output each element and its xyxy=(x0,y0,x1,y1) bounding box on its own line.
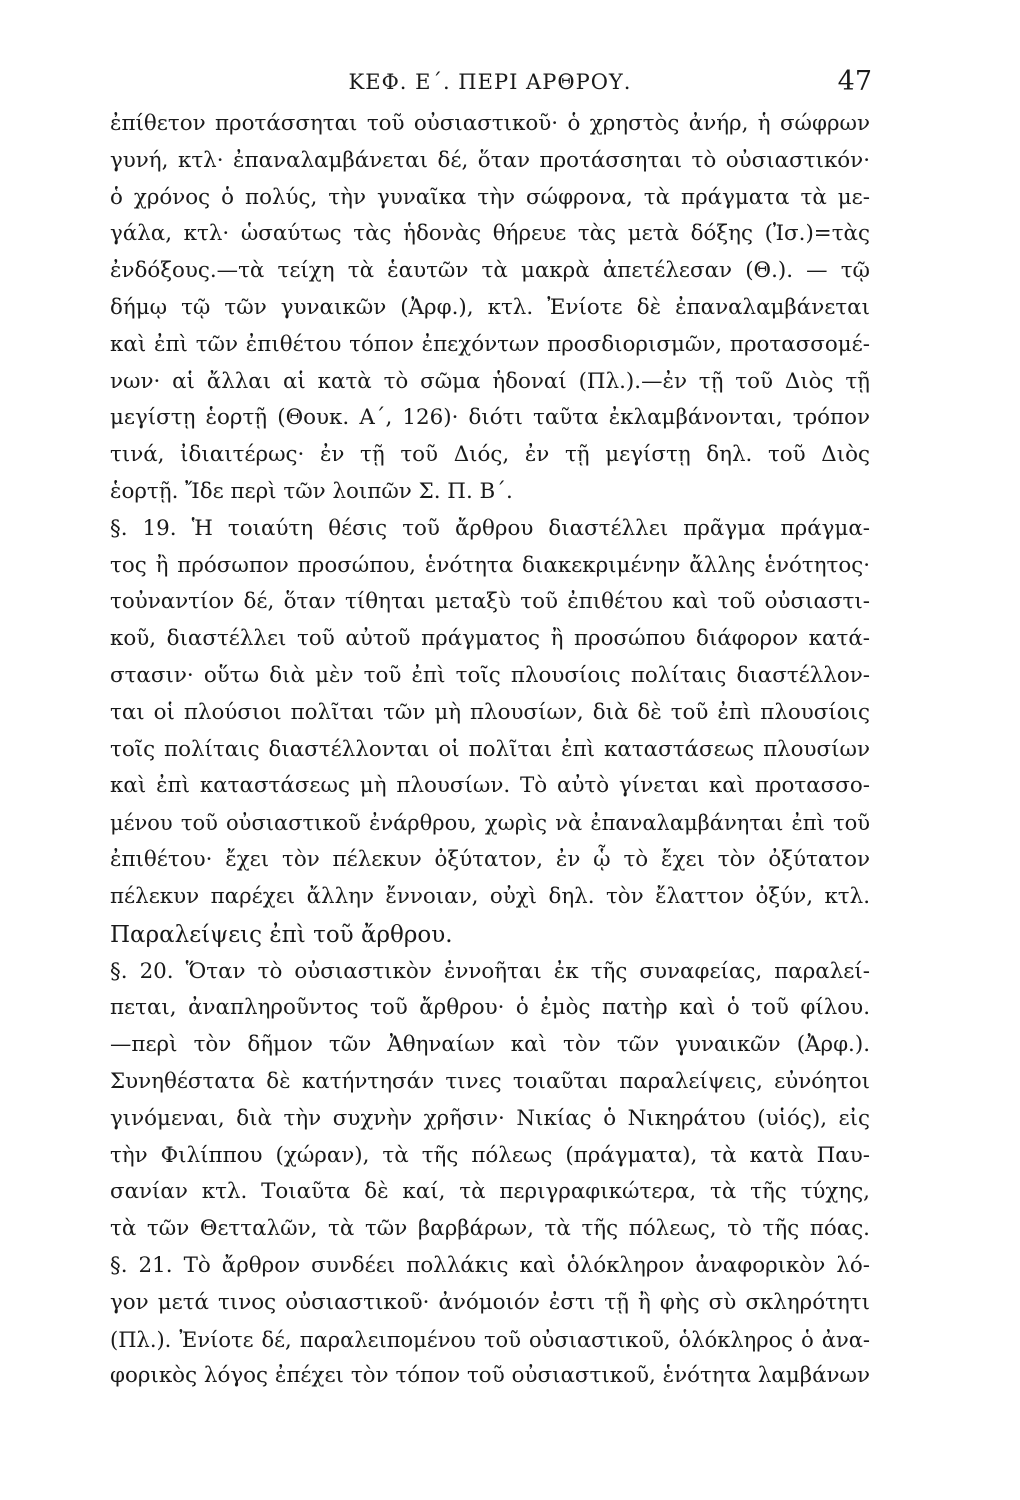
text-line: γάλα, κτλ· ὡσαύτως τὰς ἡδονὰς θήρευε τὰς μετὰ δόξης (Ἰσ.)=τὰς xyxy=(110,221,870,247)
text-block-part1 xyxy=(110,106,870,916)
text-line: Συνηθέστατα δὲ κατήντησάν τινες τοιαῦται παραλείψεις, εὐνόητοι xyxy=(110,1068,870,1094)
text-line: μεγίστῃ ἑορτῇ (Θουκ. Α΄, 126)· διότι ταῦτα ἐκλαμβάνονται, τρόπον xyxy=(110,405,870,431)
text-line: στασιν· οὕτω διὰ μὲν τοῦ ἐπὶ τοῖς πλουσίοις πολίταις διαστέλλον- xyxy=(110,662,870,688)
text-line: τὰ τῶν Θετταλῶν, τὰ τῶν βαρβάρων, τὰ τῆς πόλεως, τὸ τῆς πόας. xyxy=(110,1216,870,1242)
text-line: δήμῳ τῷ τῶν γυναικῶν (Ἀρφ.), κτλ. Ἐνίοτε δὲ ἐπαναλαμβάνεται xyxy=(110,294,870,320)
text-line: καὶ ἐπὶ τῶν ἐπιθέτου τόπον ἐπεχόντων προσδιορισμῶν, προτασσομέ- xyxy=(110,331,870,357)
section-heading: Παραλείψεις ἐπὶ τοῦ ἄρθρου. xyxy=(110,921,453,948)
text-line: ἐπίθετον προτάσσηται τοῦ οὐσιαστικοῦ· ὁ χρηστὸς ἀνήρ, ἡ σώφρων xyxy=(110,111,870,136)
text-line: ται οἱ πλούσιοι πολῖται τῶν μὴ πλουσίων, διὰ δὲ τοῦ ἐπὶ πλουσίοις xyxy=(110,699,870,725)
text-line: τος ἢ πρόσωπον προσώπου, ἑνότητα διακεκριμένην ἄλλης ἑνότητος· xyxy=(110,552,870,578)
text-line: φορικὸς λόγος ἐπέχει τὸν τόπον τοῦ οὐσιαστικοῦ, ἑνότητα λαμβάνων xyxy=(110,1363,870,1389)
text-line: σανίαν κτλ. Τοιαῦτα δὲ καί, τὰ περιγραφικώτερα, τὰ τῆς τύχης, xyxy=(110,1179,870,1205)
text-line: πεται, ἀναπληροῦντος τοῦ ἄρθρου· ὁ ἐμὸς πατὴρ καὶ ὁ τοῦ φίλου. xyxy=(110,995,870,1021)
running-title: ΚΕΦ. Ε΄. ΠΕΡΙ ΑΡΘΡΟΥ. xyxy=(348,70,632,94)
text-line: τινά, ἰδιαιτέρως· ἐν τῇ τοῦ Διός, ἐν τῇ μεγίστῃ δηλ. τοῦ Διὸς xyxy=(110,442,870,468)
text-line: πέλεκυν παρέχει ἄλλην ἔννοιαν, οὐχὶ δηλ. τὸν ἔλαττον ὀξύν, κτλ. xyxy=(110,883,870,909)
text-line: §. 19. Ἡ τοιαύτη θέσις τοῦ ἄρθρου διαστέλλει πρᾶγμα πράγμα- xyxy=(110,515,870,541)
text-line: ὁ χρόνος ὁ πολύς, τὴν γυναῖκα τὴν σώφρονα, τὰ πράγματα τὰ με- xyxy=(110,184,870,210)
text-block-part2 xyxy=(110,954,870,1396)
text-line: τὴν Φιλίππου (χώραν), τὰ τῆς πόλεως (πράγματα), τὰ κατὰ Παυ- xyxy=(110,1142,870,1168)
text-line: §. 20. Ὅταν τὸ οὐσιαστικὸν ἐννοῆται ἐκ τῆς συναφείας, παραλεί- xyxy=(110,958,870,984)
page-number: 47 xyxy=(837,66,872,97)
text-line: ἐνδόξους.—τὰ τείχη τὰ ἑαυτῶν τὰ μακρὰ ἀπετέλεσαν (Θ.). — τῷ xyxy=(110,258,870,284)
text-line: καὶ ἐπὶ καταστάσεως μὴ πλουσίων. Τὸ αὐτὸ γίνεται καὶ προτασσο- xyxy=(110,773,870,799)
text-line: νων· αἱ ἄλλαι αἱ κατὰ τὸ σῶμα ἡδοναί (Πλ.).—ἐν τῇ τοῦ Διὸς τῇ xyxy=(110,368,870,394)
text-line: —περὶ τὸν δῆμον τῶν Ἀθηναίων καὶ τὸν τῶν γυναικῶν (Ἀρφ.). xyxy=(110,1032,870,1058)
book-page xyxy=(110,66,870,1395)
text-line: γυνή, κτλ· ἐπαναλαμβάνεται δέ, ὅταν προτάσσηται τὸ οὐσιαστικόν· xyxy=(110,147,870,173)
text-line: κοῦ, διαστέλλει τοῦ αὐτοῦ πράγματος ἢ προσώπου διάφορον κατά- xyxy=(110,626,870,652)
running-head xyxy=(110,66,870,106)
text-line: γον μετά τινος οὐσιαστικοῦ· ἀνόμοιόν ἐστι τῇ ἢ φὴς σὺ σκληρότητι xyxy=(110,1289,870,1315)
text-line: τοῖς πολίταις διαστέλλονται οἱ πολῖται ἐπὶ καταστάσεως πλουσίων xyxy=(110,736,870,762)
text-line: ἐπιθέτου· ἔχει τὸν πέλεκυν ὀξύτατον, ἐν ᾧ τὸ ἔχει τὸν ὀξύτατον xyxy=(110,846,870,872)
text-line: ἑορτῇ. Ἴδε περὶ τῶν λοιπῶν Σ. Π. Β΄. xyxy=(110,478,513,504)
text-line: γινόμεναι, διὰ τὴν συχνὴν χρῆσιν· Νικίας ὁ Νικηράτου (υἱός), εἰς xyxy=(110,1105,870,1131)
text-line: μένου τοῦ οὐσιαστικοῦ ἐνάρθρου, χωρὶς νὰ ἐπαναλαμβάνηται ἐπὶ τοῦ xyxy=(110,811,870,836)
text-line: (Πλ.). Ἐνίοτε δέ, παραλειπομένου τοῦ οὐσιαστικοῦ, ὁλόκληρος ὁ ἀνα- xyxy=(110,1327,870,1352)
text-line: §. 21. Τὸ ἄρθρον συνδέει πολλάκις καὶ ὁλόκληρον ἀναφορικὸν λό- xyxy=(110,1252,870,1278)
text-line: τοὐναντίον δέ, ὅταν τίθηται μεταξὺ τοῦ ἐπιθέτου καὶ τοῦ οὐσιαστι- xyxy=(110,589,870,615)
